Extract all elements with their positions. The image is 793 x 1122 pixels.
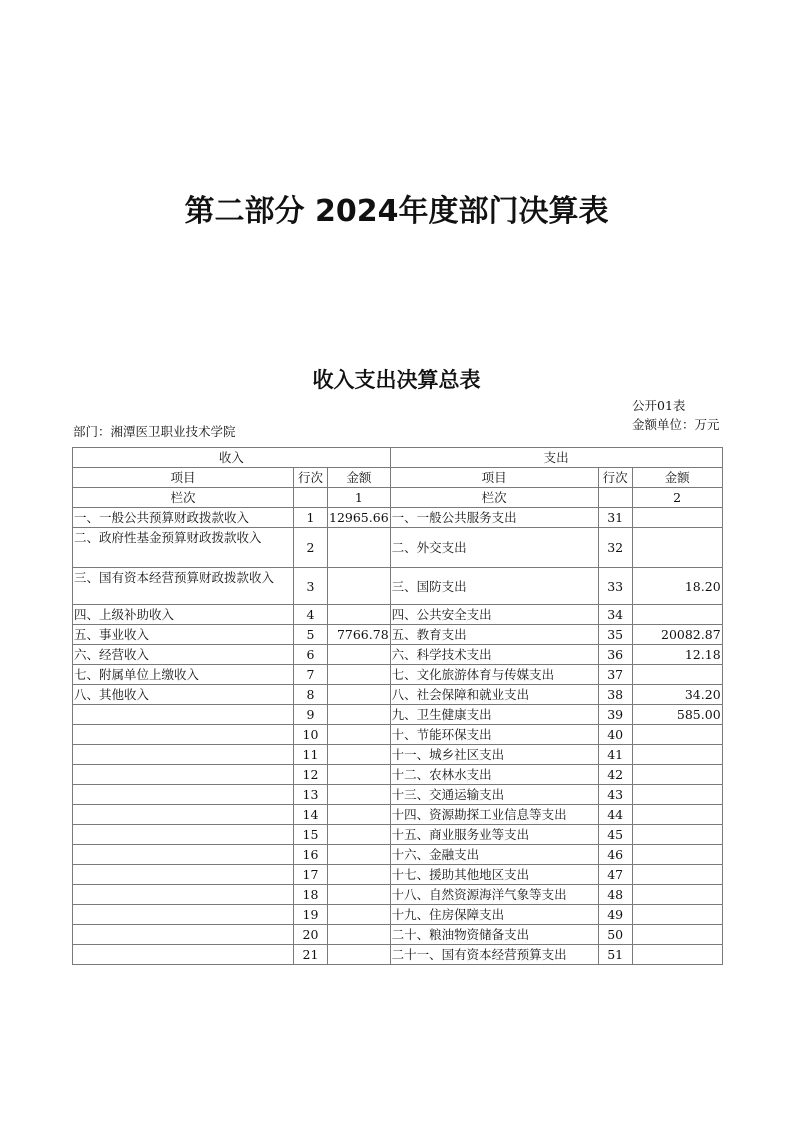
expense-item-cell: 三、国防支出: [390, 568, 598, 605]
expense-amount-cell: 585.00: [632, 705, 722, 725]
table-row: [73, 528, 723, 568]
expense-amount-cell: [632, 945, 722, 965]
income-item-header: 项目: [73, 468, 294, 488]
expense-rowno-cell: 35: [598, 625, 632, 645]
income-item-cell: [73, 945, 294, 965]
income-amount-cell: [328, 528, 391, 568]
expense-amount-cell: 12.18: [632, 645, 722, 665]
income-amount-cell: [328, 705, 391, 725]
expense-rowno-cell: 33: [598, 568, 632, 605]
expense-item-header: 项目: [390, 468, 598, 488]
expense-item-cell: 十六、金融支出: [390, 845, 598, 865]
income-expense-table: [72, 447, 723, 965]
income-amount-cell: [328, 725, 391, 745]
expense-rowno-cell: 45: [598, 825, 632, 845]
income-amount-cell: [328, 645, 391, 665]
expense-item-cell: 十七、援助其他地区支出: [390, 865, 598, 885]
table-row: [73, 865, 723, 885]
income-item-cell: 五、事业收入: [73, 625, 294, 645]
expense-amount-cell: [632, 845, 722, 865]
income-rowno-cell: 8: [294, 685, 328, 705]
expense-amount-cell: [632, 665, 722, 685]
income-rowno-cell: 9: [294, 705, 328, 725]
expense-rowno-cell: 36: [598, 645, 632, 665]
income-item-cell: [73, 865, 294, 885]
expense-rowno-cell: 34: [598, 605, 632, 625]
income-item-cell: [73, 745, 294, 765]
income-item-cell: [73, 785, 294, 805]
income-amount-cell: [328, 865, 391, 885]
expense-amount-cell: [632, 805, 722, 825]
table-row: [73, 745, 723, 765]
income-column-number: 1: [328, 488, 391, 508]
income-rowno-cell: 16: [294, 845, 328, 865]
table-row: [73, 625, 723, 645]
income-amount-cell: [328, 605, 391, 625]
expense-rowno-cell: 40: [598, 725, 632, 745]
income-rowno-cell: 6: [294, 645, 328, 665]
unit-label: 金额单位：万元: [632, 417, 720, 432]
income-item-cell: 七、附属单位上缴收入: [73, 665, 294, 685]
income-rowno-cell: 15: [294, 825, 328, 845]
income-item-cell: [73, 765, 294, 785]
income-item-cell: [73, 725, 294, 745]
table-row: [73, 845, 723, 865]
expense-rowno-cell: 38: [598, 685, 632, 705]
expense-item-cell: 十五、商业服务业等支出: [390, 825, 598, 845]
income-amount-cell: [328, 945, 391, 965]
expense-amount-cell: [632, 925, 722, 945]
expense-rowno-cell: 44: [598, 805, 632, 825]
table-row: [73, 925, 723, 945]
expense-item-cell: 十九、住房保障支出: [390, 905, 598, 925]
income-amount-cell: [328, 825, 391, 845]
income-item-cell: [73, 925, 294, 945]
expense-item-cell: 四、公共安全支出: [390, 605, 598, 625]
expense-amount-cell: [632, 745, 722, 765]
income-item-cell: [73, 705, 294, 725]
income-amount-cell: [328, 905, 391, 925]
table-row: [73, 508, 723, 528]
expense-item-cell: 二、外交支出: [390, 528, 598, 568]
income-rowno-cell: 11: [294, 745, 328, 765]
income-amount-cell: [328, 765, 391, 785]
income-rowno-header: 行次: [294, 468, 328, 488]
expense-item-cell: 五、教育支出: [390, 625, 598, 645]
income-rowno-cell: 18: [294, 885, 328, 905]
income-rowno-cell: 20: [294, 925, 328, 945]
expense-rowno-header: 行次: [598, 468, 632, 488]
expense-amount-header: 金额: [632, 468, 722, 488]
income-item-cell: 一、一般公共预算财政拨款收入: [73, 508, 294, 528]
expense-column-number: 2: [632, 488, 722, 508]
income-item-cell: [73, 885, 294, 905]
table-row: [73, 605, 723, 625]
income-item-cell: 三、国有资本经营预算财政拨款收入: [73, 568, 294, 605]
table-row: [73, 645, 723, 665]
expense-column-blank: [598, 488, 632, 508]
expense-item-cell: 二十、粮油物资储备支出: [390, 925, 598, 945]
table-row: [73, 885, 723, 905]
income-rowno-cell: 5: [294, 625, 328, 645]
income-item-cell: 六、经营收入: [73, 645, 294, 665]
expense-rowno-cell: 50: [598, 925, 632, 945]
expense-item-cell: 八、社会保障和就业支出: [390, 685, 598, 705]
income-item-cell: 四、上级补助收入: [73, 605, 294, 625]
expense-rowno-cell: 47: [598, 865, 632, 885]
income-item-cell: 二、政府性基金预算财政拨款收入: [73, 528, 294, 568]
department-label: 部门：湘潭医卫职业技术学院: [73, 424, 236, 439]
expense-item-cell: 七、文化旅游体育与传媒支出: [390, 665, 598, 685]
expense-amount-cell: [632, 865, 722, 885]
table-row: [73, 785, 723, 805]
column-number-row: [73, 488, 723, 508]
income-rowno-cell: 19: [294, 905, 328, 925]
table-row: [73, 825, 723, 845]
income-amount-cell: [328, 845, 391, 865]
expense-item-cell: 十八、自然资源海洋气象等支出: [390, 885, 598, 905]
form-code: 公开01表: [632, 398, 686, 413]
expense-item-cell: 十二、农林水支出: [390, 765, 598, 785]
expense-item-cell: 十三、交通运输支出: [390, 785, 598, 805]
table-row: [73, 765, 723, 785]
table-row: [73, 905, 723, 925]
income-amount-cell: [328, 568, 391, 605]
expense-item-cell: 二十一、国有资本经营预算支出: [390, 945, 598, 965]
expense-amount-cell: [632, 825, 722, 845]
income-rowno-cell: 12: [294, 765, 328, 785]
expense-rowno-cell: 32: [598, 528, 632, 568]
expense-item-cell: 一、一般公共服务支出: [390, 508, 598, 528]
table-row: [73, 945, 723, 965]
income-rowno-cell: 1: [294, 508, 328, 528]
income-rowno-cell: 4: [294, 605, 328, 625]
income-amount-cell: [328, 685, 391, 705]
page-title: 第二部分 2024年度部门决算表: [184, 194, 609, 229]
income-amount-cell: [328, 925, 391, 945]
income-amount-cell: [328, 785, 391, 805]
expense-rowno-cell: 48: [598, 885, 632, 905]
table-row: [73, 665, 723, 685]
table-row: [73, 685, 723, 705]
expense-rowno-cell: 31: [598, 508, 632, 528]
expense-item-cell: 十一、城乡社区支出: [390, 745, 598, 765]
table-title: 收入支出决算总表: [312, 368, 481, 392]
table-row: [73, 705, 723, 725]
income-amount-header: 金额: [328, 468, 391, 488]
expense-amount-cell: [632, 725, 722, 745]
income-rowno-cell: 13: [294, 785, 328, 805]
expense-amount-cell: [632, 885, 722, 905]
expense-rowno-cell: 41: [598, 745, 632, 765]
expense-rowno-cell: 49: [598, 905, 632, 925]
income-item-cell: [73, 805, 294, 825]
column-header-row: [73, 468, 723, 488]
section-header-row: [73, 448, 723, 468]
income-amount-cell: [328, 745, 391, 765]
expense-rowno-cell: 51: [598, 945, 632, 965]
income-amount-cell: [328, 805, 391, 825]
income-rowno-cell: 2: [294, 528, 328, 568]
expense-rowno-cell: 46: [598, 845, 632, 865]
table-meta: [632, 396, 722, 434]
income-rowno-cell: 10: [294, 725, 328, 745]
table-row: [73, 725, 723, 745]
income-rowno-cell: 14: [294, 805, 328, 825]
income-section-header: 收入: [73, 448, 391, 468]
table-row: [73, 568, 723, 605]
expense-item-cell: 十、节能环保支出: [390, 725, 598, 745]
expense-rowno-cell: 42: [598, 765, 632, 785]
expense-amount-cell: [632, 785, 722, 805]
expense-item-cell: 六、科学技术支出: [390, 645, 598, 665]
income-rowno-cell: 17: [294, 865, 328, 885]
income-amount-cell: [328, 885, 391, 905]
expense-column-label: 栏次: [390, 488, 598, 508]
income-rowno-cell: 7: [294, 665, 328, 685]
table-row: [73, 805, 723, 825]
income-item-cell: [73, 825, 294, 845]
expense-amount-cell: [632, 508, 722, 528]
expense-section-header: 支出: [390, 448, 722, 468]
income-amount-cell: 12965.66: [328, 508, 391, 528]
expense-amount-cell: [632, 765, 722, 785]
expense-amount-cell: 18.20: [632, 568, 722, 605]
expense-amount-cell: [632, 605, 722, 625]
expense-rowno-cell: 39: [598, 705, 632, 725]
expense-item-cell: 十四、资源勘探工业信息等支出: [390, 805, 598, 825]
expense-amount-cell: [632, 905, 722, 925]
income-rowno-cell: 3: [294, 568, 328, 605]
income-column-label: 栏次: [73, 488, 294, 508]
expense-item-cell: 九、卫生健康支出: [390, 705, 598, 725]
expense-amount-cell: [632, 528, 722, 568]
expense-rowno-cell: 43: [598, 785, 632, 805]
expense-rowno-cell: 37: [598, 665, 632, 685]
income-item-cell: [73, 845, 294, 865]
income-rowno-cell: 21: [294, 945, 328, 965]
income-amount-cell: [328, 665, 391, 685]
expense-amount-cell: 34.20: [632, 685, 722, 705]
income-item-cell: [73, 905, 294, 925]
income-amount-cell: 7766.78: [328, 625, 391, 645]
expense-amount-cell: 20082.87: [632, 625, 722, 645]
income-column-blank: [294, 488, 328, 508]
income-item-cell: 八、其他收入: [73, 685, 294, 705]
